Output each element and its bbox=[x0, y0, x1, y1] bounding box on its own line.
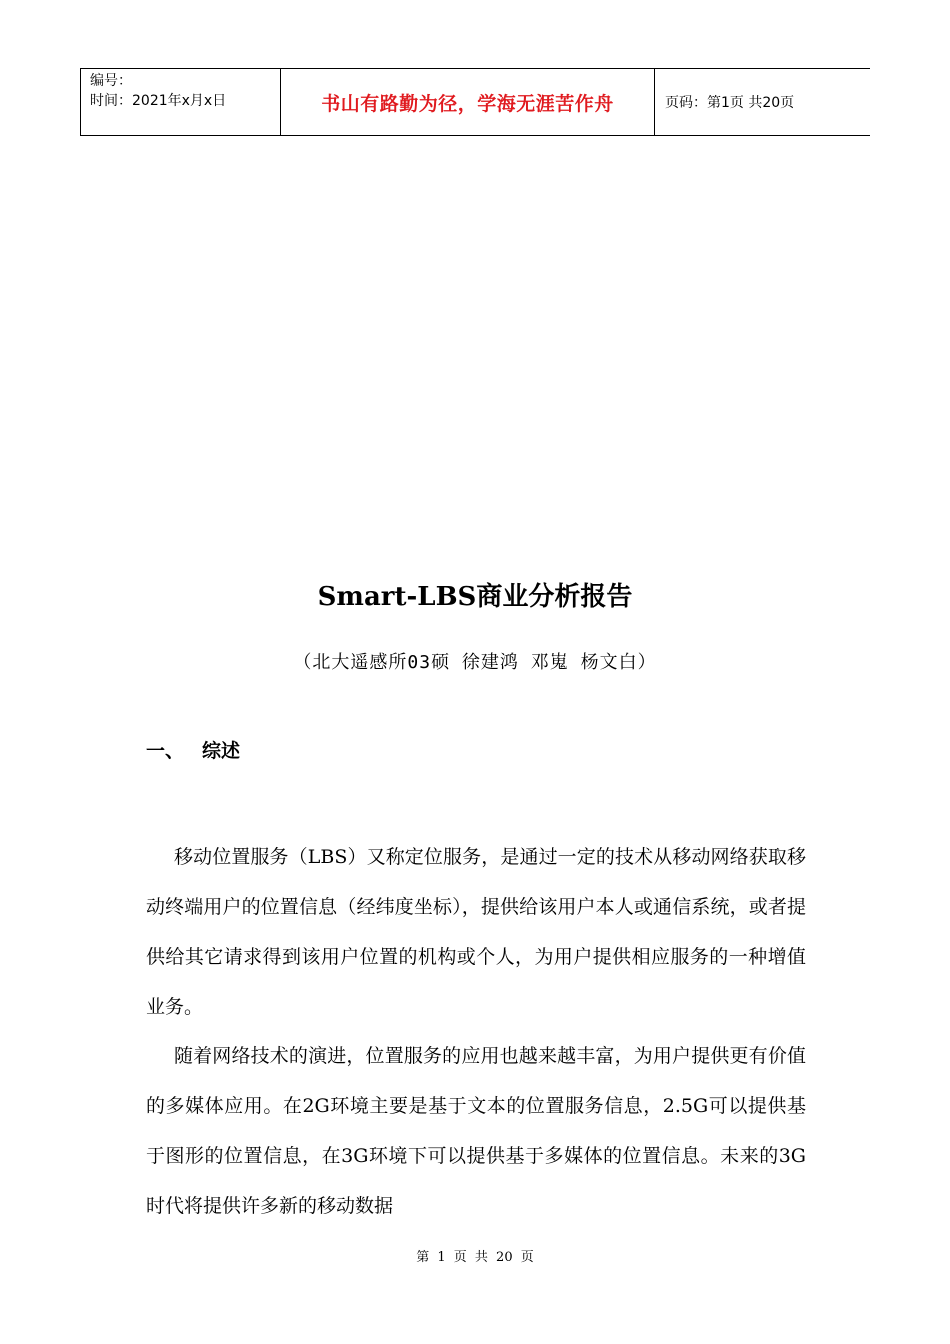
section-number: 一、 bbox=[146, 740, 185, 762]
page-footer: 第 1 页 共 20 页 bbox=[416, 1250, 534, 1265]
date-label: 时间：2021年x月x日 bbox=[90, 93, 227, 109]
document-title: Smart-LBS商业分析报告 bbox=[317, 582, 633, 612]
header-meta-cell bbox=[80, 69, 281, 135]
document-authors: （北大遥感所03硕 徐建鸿 邓嵬 杨文白） bbox=[293, 652, 657, 673]
section-title: 综述 bbox=[202, 740, 241, 762]
header-page-info: 页码：第1页 共20页 bbox=[665, 95, 795, 111]
paragraph: 移动位置服务（LBS）又称定位服务，是通过一定的技术从移动网络获取移动终端用户的位置信息（经纬度坐标），提供给该用户本人或通信系统，或者提供给其它请求得到该用户位置的机构或个人，为用户提供相应服务的一种增值业务。 bbox=[146, 846, 806, 1018]
header-motto: 书山有路勤为径，学海无涯苦作舟 bbox=[281, 69, 655, 135]
serial-label: 编号： bbox=[90, 73, 132, 89]
paragraph: 随着网络技术的演进，位置服务的应用也越来越丰富，为用户提供更有价值的多媒体应用。在2G环境主要是基于文本的位置服务信息，2.5G可以提供基于图形的位置信息，在3G环境下可以提供基于多媒体的位置信息。未来的3G时代将提供许多新的移动数据 bbox=[146, 1045, 806, 1217]
section-heading bbox=[146, 736, 240, 763]
header-table bbox=[80, 68, 870, 136]
